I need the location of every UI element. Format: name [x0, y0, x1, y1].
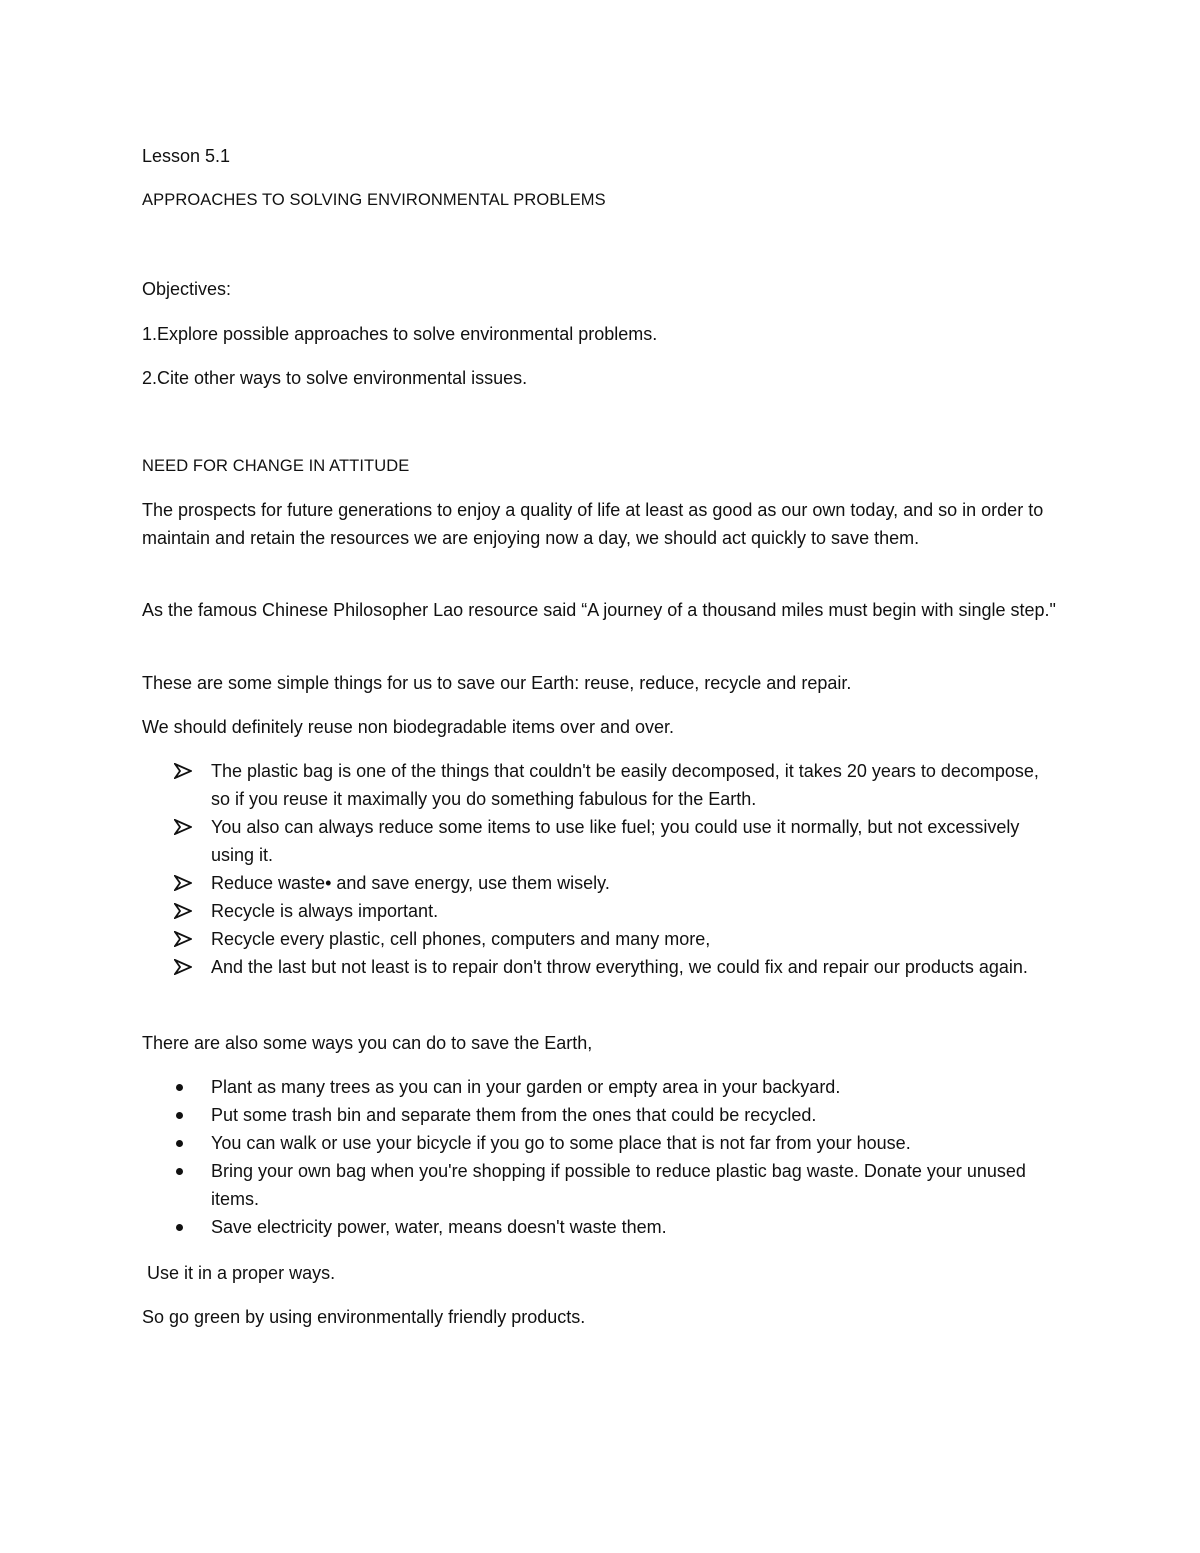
lesson-number: Lesson 5.1 — [142, 146, 231, 166]
bullet-dot-icon — [176, 1157, 200, 1185]
list-item-text: Plant as many trees as you can in your garden or empty area in your backyard. — [211, 1077, 841, 1097]
list-item-text: You can walk or use your bicycle if you go to some place that is not far from your house. — [211, 1133, 911, 1153]
intro-paragraph: The prospects for future generations to enjoy a quality of life at least as good as our own today, and so in order to maintain and retain the resources we are enjoying now a day, we should act quickly to save them. — [142, 500, 1044, 548]
list-item — [0, 1213, 1041, 1241]
closing-line: So go green by using environmentally friendly products. — [142, 1307, 586, 1327]
list-item — [0, 813, 1041, 869]
bullet-list — [0, 1073, 1200, 1241]
arrow-bullet-icon — [174, 813, 198, 841]
arrow-list — [0, 757, 1200, 981]
bullet-dot-icon — [176, 1213, 200, 1241]
arrow-bullet-icon — [174, 869, 198, 897]
bullet-dot-icon — [176, 1101, 200, 1129]
bullet-dot-icon — [176, 1129, 200, 1157]
list-item-text: And the last but not least is to repair don't throw everything, we could fix and repair our products again. — [211, 957, 1028, 977]
bullet-dot-icon — [176, 1073, 200, 1101]
list-item — [0, 757, 1041, 813]
list-item — [0, 897, 1041, 925]
arrow-bullet-icon — [174, 953, 198, 981]
list-item-text: Bring your own bag when you're shopping if possible to reduce plastic bag waste. Donate your unused items. — [211, 1161, 1026, 1209]
objectives-heading: Objectives: — [142, 279, 232, 299]
list-item-text: You also can always reduce some items to use like fuel; you could use it normally, but not excessively using it. — [211, 817, 1020, 865]
list-item — [0, 1129, 1041, 1157]
document-title: APPROACHES TO SOLVING ENVIRONMENTAL PROBLEMS — [142, 191, 606, 209]
list-item — [0, 1101, 1041, 1129]
list-item-text: Put some trash bin and separate them from the ones that could be recycled. — [211, 1105, 817, 1125]
ways-intro: There are also some ways you can do to save the Earth, — [142, 1033, 593, 1053]
list-item-text: The plastic bag is one of the things that couldn't be easily decomposed, it takes 20 years to decompose, so if you reuse it maximally you do something fabulous for the Earth. — [211, 761, 1039, 809]
arrow-bullet-icon — [174, 757, 198, 785]
quote-paragraph: As the famous Chinese Philosopher Lao resource said “A journey of a thousand miles must begin with single step." — [142, 600, 1056, 620]
list-item-text: Save electricity power, water, means doesn't waste them. — [211, 1217, 667, 1237]
objective-item: 1.Explore possible approaches to solve environmental problems. — [142, 324, 658, 344]
list-item-text: Recycle every plastic, cell phones, computers and many more, — [211, 929, 711, 949]
list-item — [0, 1073, 1041, 1101]
arrow-bullet-icon — [174, 925, 198, 953]
objective-item: 2.Cite other ways to solve environmental issues. — [142, 368, 528, 388]
list-item-text: Reduce waste• and save energy, use them wisely. — [211, 873, 610, 893]
list-item — [0, 1157, 1041, 1213]
closing-line: Use it in a proper ways. — [142, 1263, 336, 1283]
list-item-text: Recycle is always important. — [211, 901, 439, 921]
list-item — [0, 869, 1041, 897]
list-item — [0, 953, 1041, 981]
arrow-bullet-icon — [174, 897, 198, 925]
section-heading: NEED FOR CHANGE IN ATTITUDE — [142, 457, 410, 475]
list-item — [0, 925, 1041, 953]
reuse-paragraph: We should definitely reuse non biodegradable items over and over. — [142, 717, 675, 737]
four-rs-paragraph: These are some simple things for us to save our Earth: reuse, reduce, recycle and repair. — [142, 673, 852, 693]
